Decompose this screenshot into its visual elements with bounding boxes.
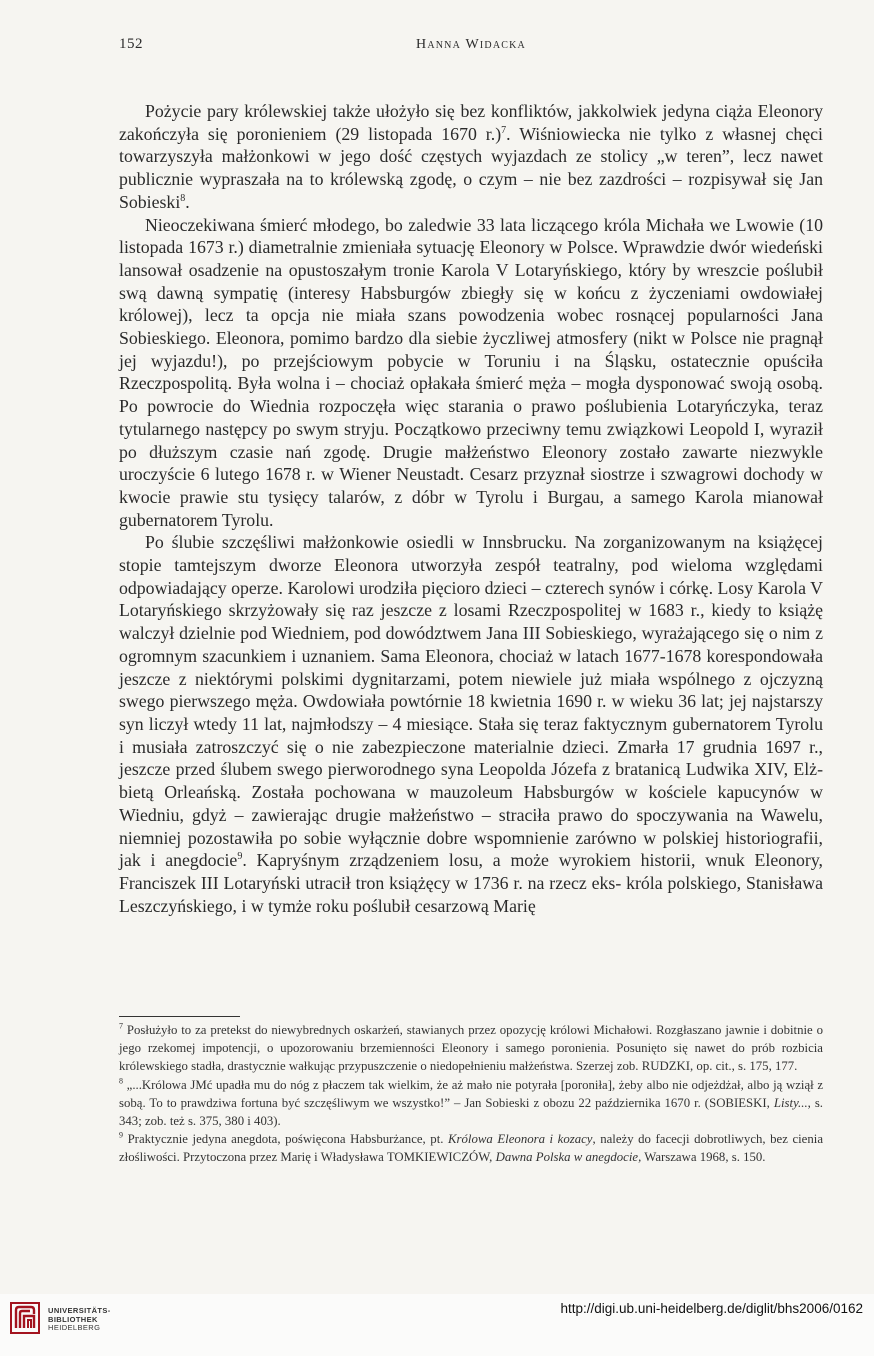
footnote-ref-7[interactable]: 7 <box>501 124 507 136</box>
digitization-footer <box>0 1294 874 1356</box>
page-number: 152 <box>119 36 143 52</box>
footnote-ref-9[interactable]: 9 <box>237 851 243 863</box>
footnote-7: $^7$ Posłużyło to za pretekst do niewybrednych oskarżeń, stawianych przez opozycję królowi Michałowi. Rozgłaszano jawnie i dobitnie o jego rzekomej impotencji, o upozorowaniu brzemienności Eleonory i samego poronienia. Posunięto się nawet do prób rozbicia królewskiego stadła, drastycznie wałkując przypuszczenie o niedopełnieniu małżeństwa. Szerzej zob. RUDZKI, op. cit., s. 175, 177. <box>119 1021 823 1074</box>
paragraph: Nieoczekiwana śmierć młodego, bo zaledwie 33 lata liczącego króla Michała we Lwowie (10 listopada 1673 r.) diametralnie zmieniała sytuację Eleonory w Polsce. Wprawdzie dwór wiedeński lansował osadzenie na opustoszałym tronie Karola V Lotaryńskiego, który by wreszcie poślubił swą dawną sympatię (interesy Habsburgów zbiegły się w końcu z życzeniami owdowiałej królowej), lecz ta opcja nie miała szans powodzenia wobec rosnącej popularności Jana Sobieskiego. Eleonora, pomimo bardzo dla siebie życzliwej atmosfery (nikt w Polsce nie pragnął jej wyjazdu!), po przejściowym pobycie w Toruniu i na Śląsku, ostatecznie opuściła Rzeczpospolitą. Była wolna i – chociaż opłakała śmierć męża – mogła dysponować swoją osobą. Po powrocie do Wiednia rozpoczęła więc starania o prawo poślubienia Lotaryńczyka, teraz tytularnego następcy po swym stryju. Początkowo przeciwny temu związkowi Leopold I, wyraził po dłuższym czasie nań zgodę. Drugie małżeństwo Eleonory zostało zawarte niezwykle uroczyście 6 lutego 1678 r. w Wiener Neustadt. Cesarz przyznał siostrze i szwagrowi dochody w kwocie prawie stu tysięcy talarów, z dóbr w Tyrolu i Burgau, a samego Karola mianował gubernatorem Tyrolu. <box>119 214 823 530</box>
footnote-8: $^8$ „...Królowa JMć upadła mu do nóg z płaczem tak wielkim, że aż mało nie potyrała [poroniła], żeby albo nie odjeżdżał, albo ją wziął z sobą. To to prawdziwa fortuna być szczęśliwym we wszystko!” – Jan Sobieski z obozu 22 października 1670 r. (SOBIESKI, Listy..., s. 343; zob. też s. 375, 380 i 403). <box>119 1076 824 1129</box>
source-url-link[interactable]: http://digi.ub.uni-heidelberg.de/diglit/bhs2006/0162 <box>560 1301 863 1316</box>
footnote-ref-8[interactable]: 8 <box>180 192 186 204</box>
footnotes <box>119 1021 823 1167</box>
paragraph: Pożycie pary królewskiej także ułożyło się bez konfliktów, jakkolwiek jedyna ciąża Eleonory zakończyła się poronieniem (29 listopada 1670 r.)$^7$. Wiśniowiecka nie tylko z własnej chęci towarzyszyła małżonkowi w jego dość częstych wyjazdach ze stolicy „w teren”, lecz nawet publicznie wypraszała na to królewską zgodę, o czym – nie bez zazdrości – rozpisywał się Jan Sobieski$^8$. <box>119 101 823 212</box>
library-name: UNIVERSITÄTS- BIBLIOTHEK HEIDELBERG <box>48 1306 111 1333</box>
page-header <box>119 34 823 58</box>
university-library-logo-icon <box>10 1302 40 1334</box>
footnote-9: $^9$ Praktycznie jedyna anegdota, poświęcona Habsburżance, pt. Królowa Eleonora i kozacy, należy do facecji dobrotliwych, bez cienia złośliwości. Przytoczona przez Marię i Władysława TOMKIEWICZÓW, Dawna Polska w anegdocie, Warszawa 1968, s. 150. <box>119 1130 823 1165</box>
running-head: Hanna Widacka <box>416 37 526 52</box>
paragraph: Po ślubie szczęśliwi małżonkowie osiedli w Innsbrucku. Na zorganizowanym na książęcej stopie tamtejszym dworze Eleonora utworzyła zespół teatralny, pod wieloma względami odpowiadający operze. Karolowi urodziła pięcioro dzieci – czterech synów i córkę. Losy Karola V Lotaryńskiego skrzyżowały się raz jeszcze z losami Rzeczpospolitej w 1683 r., kiedy to książę walczył dzielnie pod Wiedniem, pod dowództwem Jana III Sobieskiego, wyrażającego się o nim z ogromnym szacunkiem i uznaniem. Sama Eleonora, chociaż w latach 1677-1678 korespondowała jeszcze z niektórymi polskimi dygnitarzami, potem niewiele już miała wspólnego z ojczyzną swego pierwszego męża. Owdowiała powtórnie 18 kwietnia 1690 r. w wieku 36 lat; jej najstarszy syn liczył wtedy 11 lat, najmłodszy – 4 miesiące. Stała się teraz faktycznym gubernatorem Tyrolu i musiała zatroszczyć się o nie zabezpieczone materialnie dzieci. Zmarła 17 grudnia 1697 r., jeszcze przed ślubem swego pierworodnego syna Leopolda Józefa z bratanicą Ludwika XIV, Elżbietą Orleańską. Została pochowana w mauzoleum Habsburgów w kościele kapucynów w Wiedniu, gdyż – zawierając drugie małżeństwo – straciła prawo do spoczywania na Wawelu, niemniej pozostawiła po sobie wyłącznie dobre wspomnienie zarówno w polskiej historiografii, jak i anegdocie$^9$. Kapryśnym zrządzeniem losu, a może wyrokiem historii, wnuk Eleonory, Franciszek III Lotaryński utracił tron książęcy w 1736 r. na rzecz eks- króla polskiego, Stanisława Leszczyńskiego, i w tymże roku poślubił cesarzową Marię <box>119 532 823 916</box>
footnote-divider <box>119 1016 240 1017</box>
body-text <box>119 100 823 917</box>
